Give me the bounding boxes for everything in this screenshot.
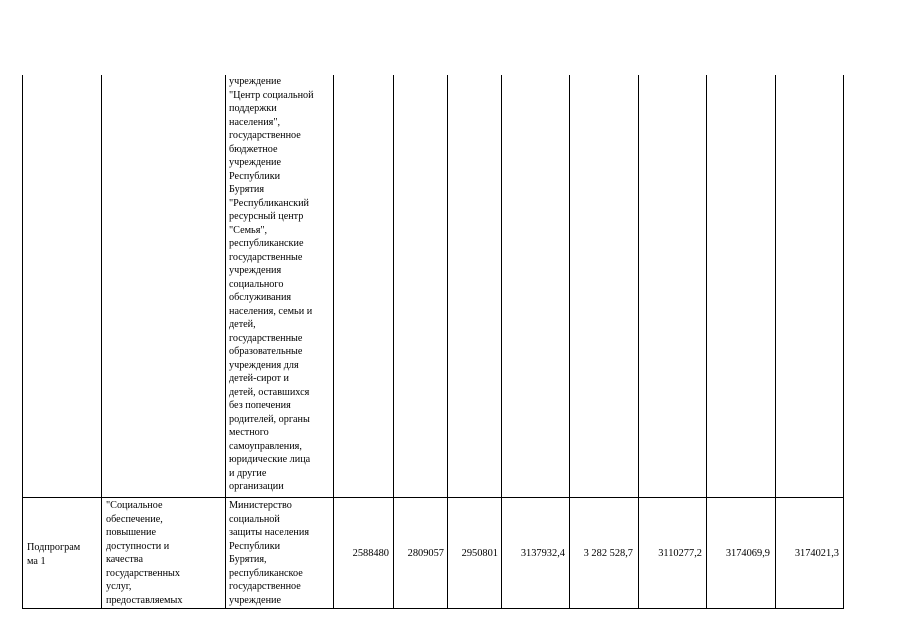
executor-text-line: республиканские [229,238,304,249]
name-text-line: государственных [106,567,180,579]
value-cell-2: 2809057 [407,548,444,559]
executor-text-line: детей-сирот и [229,373,290,384]
executor-text-line: "Центр социальной [229,89,314,101]
executor-text-line: Республики [229,540,281,552]
table-col-divider [393,75,394,609]
executor-text-line: ресурсный центр [229,211,304,222]
executor-text-line: детей, [229,319,256,330]
table-border-right [843,75,844,609]
executor-text-line: Министерство [229,500,292,511]
executor-text-line: поддержки [229,103,277,114]
executor-text-line: без попечения [229,400,291,411]
executor-text-line: государственные [229,332,303,344]
executor-text-line: защиты населения [229,527,310,538]
subprogram-name-lines [106,499,182,607]
executors-lines [229,75,314,494]
name-text-line: предоставляемых [106,594,183,606]
row-divider [22,497,844,498]
subprogram-executor-cell [229,499,309,607]
executor-text-line: организации [229,481,284,492]
executor-text-line: детей, оставшихся [229,386,310,398]
subprogram-status-lines [27,541,80,568]
table-col-divider [569,75,570,609]
executor-text-line: республиканское [229,567,303,579]
table-col-divider [101,75,102,609]
executor-text-line: "Республиканский [229,197,310,209]
table-border-bottom [22,608,844,609]
executor-text-line: Бурятия, [229,554,267,565]
table-col-divider [706,75,707,609]
table-col-divider [638,75,639,609]
name-text-line: обеспечение, [106,513,163,525]
value-cell-1: 2588480 [352,548,389,559]
executor-text-line: обслуживания [229,292,292,303]
executor-text-line: учреждение [229,76,282,87]
table-border-left [22,75,23,609]
value-cell-5: 3 282 528,7 [583,548,633,559]
executor-text-line: социальной [229,513,280,525]
status-text-line: Подпрограм [27,542,81,553]
executor-text-line: учреждения для [229,359,299,371]
subprogram-status-cell [27,541,80,568]
executor-text-line: бюджетное [229,143,278,155]
executor-text-line: родителей, органы [229,413,310,425]
name-text-line: качества [106,554,143,565]
name-text-line: "Социальное [106,500,163,511]
executor-text-line: образовательные [229,346,303,357]
value-cell-7: 3174069,9 [725,548,770,559]
executors-cell-continued [229,75,314,494]
executor-text-line: "Семья", [229,224,268,236]
value-cell-8: 3174021,3 [794,548,839,559]
executor-text-line: Бурятия [229,184,265,195]
table-col-divider [333,75,334,609]
subprogram-name-cell [106,499,182,607]
executor-text-line: юридические лица [229,454,311,465]
executor-text-line: учреждение [229,157,282,168]
executor-text-line: населения, семьи и [229,305,313,317]
table-col-divider [775,75,776,609]
executor-text-line: учреждения [229,265,282,276]
executor-text-line: местного [229,427,269,438]
table-col-divider [225,75,226,609]
executor-text-line: государственные [229,251,303,263]
executor-text-line: государственное [229,130,301,141]
executor-text-line: Республики [229,170,281,182]
table-col-divider [501,75,502,609]
table-col-divider [447,75,448,609]
name-text-line: услуг, [106,581,132,592]
subprogram-executor-lines [229,499,309,607]
name-text-line: доступности и [106,540,170,552]
value-cell-3: 2950801 [461,548,498,559]
executor-text-line: самоуправления, [229,440,302,452]
executor-text-line: государственное [229,581,301,592]
executor-text-line: социального [229,278,284,290]
executor-text-line: и другие [229,467,267,479]
value-cell-6: 3110277,2 [658,548,702,559]
executor-text-line: учреждение [229,594,282,606]
executor-text-line: населения", [229,116,281,128]
status-text-line: ма 1 [27,555,46,567]
name-text-line: повышение [106,527,156,538]
value-cell-4: 3137932,4 [520,548,565,559]
